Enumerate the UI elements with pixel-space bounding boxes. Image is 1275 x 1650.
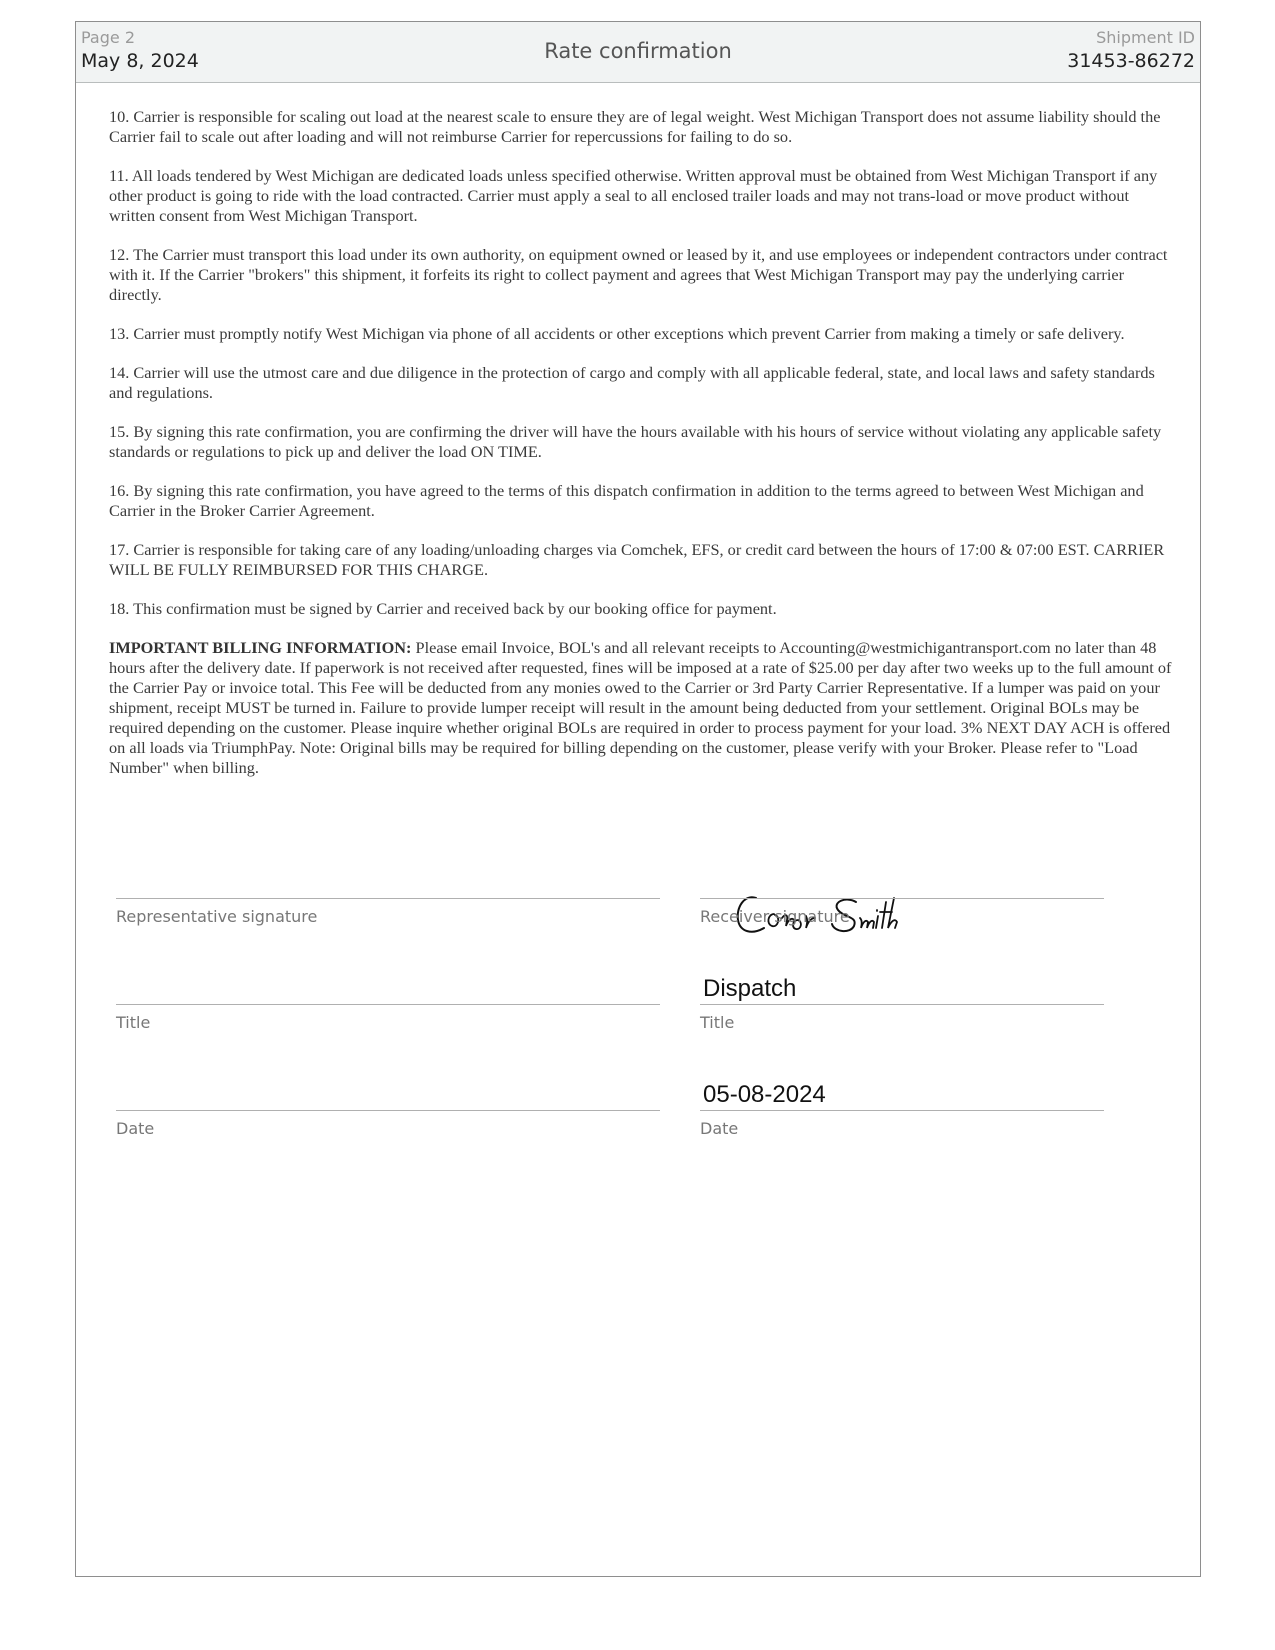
page-number: Page 2 <box>81 28 135 47</box>
page-header <box>76 22 1200 83</box>
shipment-id: 31453-86272 <box>1067 50 1195 72</box>
shipment-id-label: Shipment ID <box>1096 28 1195 47</box>
term-17: 17. Carrier is responsible for taking care of any loading/unloading charges via Comchek, EFS, or credit card between the hours of 17:00 & 07:00 EST. CARRIER WILL BE FULLY REIMBURSED FOR THIS CHARGE. <box>109 540 1165 579</box>
term-15: 15. By signing this rate confirmation, you are confirming the driver will have the hours available with his hours of service without violating any applicable safety standards or regulations to pick up and deliver the load ON TIME. <box>109 422 1162 461</box>
representative-date-line <box>116 1110 660 1111</box>
receiver-title-label: Title <box>700 1013 735 1032</box>
receiver-date-line <box>700 1110 1104 1111</box>
billing-info <box>109 638 1174 778</box>
receiver-date-label: Date <box>700 1119 739 1138</box>
representative-signature-line[interactable] <box>116 898 660 899</box>
term-14: 14. Carrier will use the utmost care and due diligence in the protection of cargo and comply with all applicable federal, state, and local laws and safety standards and regulations. <box>109 363 1155 402</box>
document-date: May 8, 2024 <box>81 50 199 72</box>
billing-heading: IMPORTANT BILLING INFORMATION: <box>109 638 412 657</box>
term-12: 12. The Carrier must transport this load under its own authority, on equipment owned or leased by it, and use employees or independent contractors under contract with it. If the Carrier "brokers" this shipment, it forfeits its right to collect payment and agrees that West Michigan Transport may pay the underlying carrier directly. <box>109 245 1168 304</box>
header-right <box>1067 28 1195 74</box>
term-11: 11. All loads tendered by West Michigan are dedicated loads unless specified otherwise. Written approval must be obtained from West Michigan Transport if any other product is going to ride with the load contracted. Carrier must apply a seal to all enclosed trailer loads and may not trans-load or move product without written consent from West Michigan Transport. <box>109 166 1158 225</box>
receiver-date-value[interactable]: 05-08-2024 <box>703 1081 826 1108</box>
term-13: 13. Carrier must promptly notify West Michigan via phone of all accidents or other exceptions which prevent Carrier from making a timely or safe delivery. <box>109 324 1125 343</box>
representative-title-label: Title <box>116 1013 151 1032</box>
billing-text: Please email Invoice, BOL's and all relevant receipts to Accounting@westmichigantransport.com no later than 48 hours after the delivery date. If paperwork is not received after requested, fines will be imposed at a rate of $25.00 per day after two weeks up to the full amount of the Carrier Pay or invoice total. This Fee will be deducted from any monies owed to the Carrier or 3rd Party Carrier Representative. If a lumper was paid on your shipment, receipt MUST be turned in. Failure to provide lumper receipt will result in the amount being deducted from your settlement. Original BOLs may be required depending on the customer. Please inquire whether original BOLs are required in order to process payment for your load. 3% NEXT DAY ACH is offered on all loads via TriumphPay. Note: Original bills may be required for billing depending on the customer, please verify with your Broker. Please refer to "Load Number" when billing. <box>109 638 1172 777</box>
document-page <box>75 21 1201 1577</box>
representative-signature-label: Representative signature <box>116 907 318 926</box>
document-title: Rate confirmation <box>544 39 732 63</box>
receiver-title-line <box>700 1004 1104 1005</box>
term-16: 16. By signing this rate confirmation, you have agreed to the terms of this dispatch confirmation in addition to the terms agreed to between West Michigan and Carrier in the Broker Carrier Agreement. <box>109 481 1144 520</box>
representative-title-line <box>116 1004 660 1005</box>
term-10: 10. Carrier is responsible for scaling out load at the nearest scale to ensure they are of legal weight. West Michigan Transport does not assume liability should the Carrier fail to scale out after loading and will not reimburse Carrier for repercussions for failing to do so. <box>109 107 1161 146</box>
receiver-signature-line[interactable] <box>700 898 1104 899</box>
terms-section <box>109 107 1174 797</box>
receiver-signature-label: Receiver signature <box>700 907 850 926</box>
representative-date-label: Date <box>116 1119 155 1138</box>
receiver-title-value[interactable]: Dispatch <box>703 975 797 1002</box>
term-18: 18. This confirmation must be signed by Carrier and received back by our booking office for payment. <box>109 599 777 618</box>
